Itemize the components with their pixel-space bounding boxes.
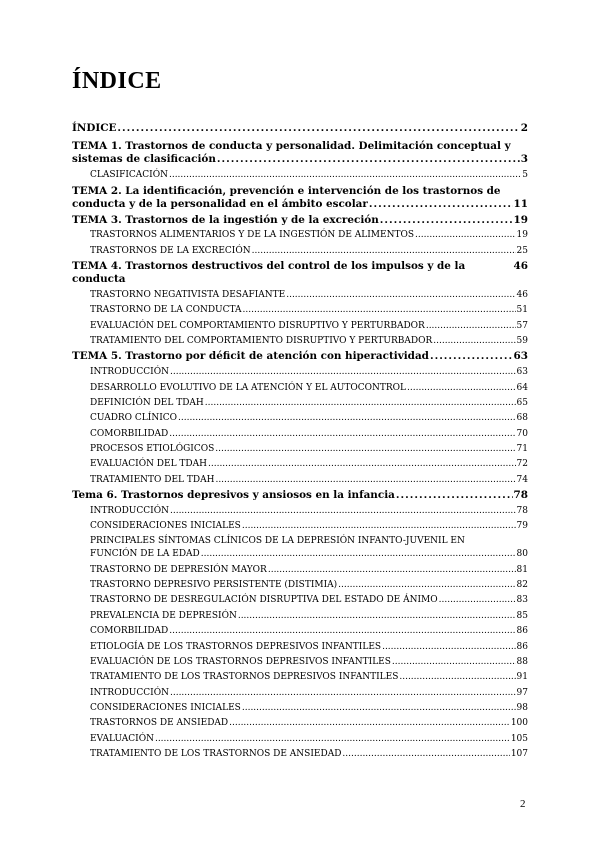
- toc-entry-title-line: TEMA 2. La identificación, prevención e intervención de los trastornos de: [72, 184, 501, 197]
- dot-leader: [169, 428, 515, 441]
- toc-subentry[interactable]: [90, 443, 528, 456]
- toc-entry-title: TEMA 5. Trastorno por déficit de atención con hiperactividad: [72, 350, 429, 363]
- toc-subentry[interactable]: [90, 733, 528, 746]
- toc-entry-title: FUNCIÓN DE LA EDAD: [90, 549, 200, 560]
- dot-leader: [155, 733, 510, 746]
- toc-page-number: 2: [520, 122, 528, 134]
- toc-entry-title: TRASTORNOS DE ANSIEDAD: [90, 718, 229, 729]
- toc-page-number: 86: [516, 641, 528, 652]
- toc-entry-line: [90, 687, 528, 700]
- toc-subentry[interactable]: [90, 320, 528, 333]
- toc-entry-line: [90, 320, 528, 333]
- toc-entry-title: TRATAMIENTO DE LOS TRASTORNOS DE ANSIEDAD: [90, 748, 342, 759]
- toc-page-number: 71: [516, 443, 528, 454]
- toc-entry-title: COMORBILIDAD: [90, 626, 169, 637]
- dot-leader: [201, 548, 516, 561]
- dot-leader: [215, 474, 515, 487]
- toc-page-number: 3: [520, 153, 528, 166]
- toc-page-number: 5: [522, 170, 528, 181]
- dot-leader: [169, 169, 521, 182]
- toc-entry-line: [90, 520, 528, 533]
- dot-leader: [117, 122, 519, 135]
- dot-leader: [215, 443, 515, 456]
- toc-entry-line: [90, 505, 528, 518]
- toc-entry-title: DESARROLLO EVOLUTIVO DE LA ATENCIÓN Y EL AUTOCONTROL: [90, 382, 407, 393]
- toc-page-number: 82: [516, 580, 528, 591]
- toc-page-number: 85: [516, 610, 528, 621]
- toc-entry-title: CONSIDERACIONES INICIALES: [90, 521, 241, 532]
- dot-leader: [242, 702, 516, 715]
- toc-page-number: 46: [516, 290, 528, 301]
- toc-page-number: 51: [516, 305, 528, 316]
- dot-leader: [392, 656, 516, 669]
- toc-subentry[interactable]: [90, 474, 528, 487]
- toc-entry-title: Tema 6. Trastornos depresivos y ansiosos en la infancia: [72, 488, 395, 501]
- toc-entry-title: CONSIDERACIONES INICIALES: [90, 702, 241, 713]
- dot-leader: [229, 717, 510, 730]
- dot-leader: [217, 153, 520, 166]
- dot-leader: [338, 579, 515, 592]
- toc-entry-line: [90, 289, 528, 302]
- toc-entry-line: [72, 350, 528, 363]
- toc-subentry[interactable]: [90, 702, 528, 715]
- dot-leader: [380, 214, 513, 227]
- dot-leader: [407, 382, 516, 395]
- toc-entry-line: [90, 443, 528, 456]
- toc-entry-title: PREVALENCIA DE DEPRESIÓN: [90, 610, 237, 621]
- toc-subentry[interactable]: [90, 579, 528, 592]
- toc-page-number: 57: [516, 320, 528, 331]
- dot-leader: [170, 366, 516, 379]
- toc-entry-line: [90, 579, 528, 592]
- toc-entry-line: [90, 458, 528, 471]
- toc-entry-line: [90, 610, 528, 623]
- dot-leader: [382, 641, 515, 654]
- toc-page-number: 46: [513, 260, 528, 273]
- toc-entry-line: [72, 122, 528, 135]
- dot-leader: [430, 350, 513, 363]
- dot-leader: [238, 610, 516, 623]
- toc-entry-line: [72, 198, 528, 211]
- toc-entry-title: EVALUACIÓN DEL TDAH: [90, 459, 207, 470]
- dot-leader: [433, 335, 515, 348]
- toc-entry-line: [90, 733, 528, 746]
- dot-leader: [170, 687, 516, 700]
- toc-subentry[interactable]: [90, 335, 528, 348]
- toc-page-number: 97: [516, 687, 528, 698]
- toc-entry-title: TRATAMIENTO DEL COMPORTAMIENTO DISRUPTIVO Y PERTURBADOR: [90, 336, 433, 347]
- toc-entry-line: [90, 702, 528, 715]
- table-of-contents: [72, 122, 528, 763]
- toc-page-number: 80: [516, 549, 528, 560]
- toc-subentry[interactable]: [90, 169, 528, 182]
- toc-topic-entry[interactable]: [72, 140, 528, 166]
- toc-subentry[interactable]: [90, 520, 528, 533]
- page-number: 2: [520, 798, 526, 810]
- toc-entry-line: [90, 335, 528, 348]
- toc-entry-line: [90, 748, 528, 761]
- toc-entry-title: TRATAMIENTO DE LOS TRASTORNOS DEPRESIVOS INFANTILES: [90, 672, 399, 683]
- dot-leader: [208, 458, 516, 471]
- toc-page-number: 19: [516, 230, 528, 241]
- toc-subentry[interactable]: [90, 412, 528, 425]
- dot-leader: [426, 320, 516, 333]
- toc-page-number: 68: [516, 413, 528, 424]
- dot-leader: [342, 748, 509, 761]
- dot-leader: [268, 564, 516, 577]
- toc-subentry[interactable]: [90, 535, 528, 561]
- toc-entry-line: [90, 717, 528, 730]
- toc-subentry[interactable]: [90, 717, 528, 730]
- toc-page-number: 86: [516, 626, 528, 637]
- toc-subentry[interactable]: [90, 564, 528, 577]
- dot-leader: [170, 505, 516, 518]
- toc-entry-line: [72, 260, 528, 286]
- dot-leader: [252, 245, 516, 258]
- toc-page-number: 11: [513, 197, 528, 210]
- toc-entry-title: TRASTORNO NEGATIVISTA DESAFIANTE: [90, 290, 286, 301]
- toc-entry-title: TRATAMIENTO DEL TDAH: [90, 474, 215, 485]
- toc-subentry[interactable]: [90, 748, 528, 761]
- toc-page-number: 63: [516, 367, 528, 378]
- toc-entry-title: TRASTORNOS DE LA EXCRECIÓN: [90, 245, 251, 256]
- toc-subentry[interactable]: [90, 428, 528, 441]
- dot-leader: [396, 489, 513, 502]
- toc-entry-title: DEFINICIÓN DEL TDAH: [90, 397, 204, 408]
- toc-entry-line: [72, 214, 528, 227]
- toc-page-number: 81: [516, 564, 528, 575]
- dot-leader: [286, 289, 515, 302]
- toc-entry-title-line: PRINCIPALES SÍNTOMAS CLÍNICOS DE LA DEPRESIÓN INFANTO-JUVENIL EN: [90, 536, 465, 547]
- toc-entry-line: [90, 474, 528, 487]
- toc-entry-title: CLASIFICACIÓN: [90, 170, 168, 181]
- toc-page-number: 65: [516, 397, 528, 408]
- toc-entry-line: [90, 382, 528, 395]
- toc-entry-title: TRASTORNO DE LA CONDUCTA: [90, 305, 242, 316]
- toc-subentry[interactable]: [90, 594, 528, 607]
- toc-entry-title: TRASTORNO DEPRESIVO PERSISTENTE (DISTIMIA): [90, 580, 338, 591]
- toc-page-number: 79: [516, 521, 528, 532]
- toc-subentry[interactable]: [90, 289, 528, 302]
- toc-entry-line: [90, 366, 528, 379]
- toc-entry-line: [90, 397, 528, 410]
- toc-topic-entry[interactable]: [72, 489, 528, 502]
- toc-entry-title: INTRODUCCIÓN: [90, 687, 169, 698]
- toc-entry-line: [90, 412, 528, 425]
- dot-leader: [205, 397, 516, 410]
- toc-page-number: 19: [513, 213, 528, 226]
- toc-entry-title: COMORBILIDAD: [90, 428, 169, 439]
- toc-entry-title: EVALUACIÓN DEL COMPORTAMIENTO DISRUPTIVO Y PERTURBADOR: [90, 320, 425, 331]
- toc-subentry[interactable]: [90, 397, 528, 410]
- toc-entry-line: [90, 594, 528, 607]
- toc-subentry[interactable]: [90, 505, 528, 518]
- toc-entry-title: CUADRO CLÍNICO: [90, 413, 178, 424]
- toc-entry-line: [72, 153, 528, 166]
- toc-subentry[interactable]: [90, 304, 528, 317]
- toc-entry-line: [90, 656, 528, 669]
- toc-entry-line: [90, 548, 528, 561]
- toc-entry-title: ETIOLOGÍA DE LOS TRASTORNOS DEPRESIVOS INFANTILES: [90, 641, 382, 652]
- toc-entry-title: INTRODUCCIÓN: [90, 367, 169, 378]
- toc-entry-line: [90, 671, 528, 684]
- toc-entry-line: [90, 245, 528, 258]
- toc-page-number: 70: [516, 428, 528, 439]
- toc-page-number: 64: [516, 382, 528, 393]
- toc-entry-line: [90, 169, 528, 182]
- toc-page-number: 74: [516, 474, 528, 485]
- toc-topic-entry[interactable]: [72, 260, 528, 286]
- dot-leader: [178, 412, 516, 425]
- toc-entry-title: ÍNDICE: [72, 122, 117, 134]
- dot-leader: [242, 520, 516, 533]
- toc-entry-title: EVALUACIÓN DE LOS TRASTORNOS DEPRESIVOS INFANTILES: [90, 656, 391, 667]
- dot-leader: [243, 304, 516, 317]
- toc-page-number: 91: [516, 672, 528, 683]
- toc-entry-line: [90, 564, 528, 577]
- dot-leader: [439, 594, 516, 607]
- toc-entry-line: [90, 304, 528, 317]
- toc-entry-line: [72, 489, 528, 502]
- toc-topic-entry[interactable]: [72, 350, 528, 363]
- toc-subentry[interactable]: [90, 671, 528, 684]
- toc-subentry[interactable]: [90, 625, 528, 638]
- toc-entry-line: [90, 428, 528, 441]
- toc-topic-entry[interactable]: [72, 214, 528, 227]
- toc-page-number: 72: [516, 459, 528, 470]
- toc-subentry[interactable]: [90, 458, 528, 471]
- toc-subentry[interactable]: [90, 382, 528, 395]
- toc-subentry[interactable]: [90, 656, 528, 669]
- toc-entry-line: [90, 641, 528, 654]
- toc-page-number: 88: [516, 656, 528, 667]
- toc-subentry[interactable]: [90, 641, 528, 654]
- toc-page-number: 78: [513, 488, 528, 501]
- toc-page-number: 63: [513, 350, 528, 363]
- toc-topic-entry[interactable]: [72, 185, 528, 211]
- toc-entry-title: TEMA 4. Trastornos destructivos del control de los impulsos y de la conducta: [72, 260, 466, 286]
- toc-subentry[interactable]: [90, 366, 528, 379]
- toc-entry-title-line: TEMA 1. Trastornos de conducta y personalidad. Delimitación conceptual y: [72, 140, 511, 153]
- toc-entry-title: PROCESOS ETIOLÓGICOS: [90, 443, 215, 454]
- toc-entry-title: TRASTORNO DE DEPRESIÓN MAYOR: [90, 564, 267, 575]
- toc-page-number: 98: [516, 702, 528, 713]
- toc-entry-title: INTRODUCCIÓN: [90, 505, 169, 516]
- dot-leader: [169, 625, 515, 638]
- toc-page-number: 83: [516, 595, 528, 606]
- toc-subentry[interactable]: [90, 245, 528, 258]
- dot-leader: [415, 229, 516, 242]
- toc-entry-title: EVALUACIÓN: [90, 733, 154, 744]
- toc-subentry[interactable]: [90, 229, 528, 242]
- toc-entry-line: [90, 625, 528, 638]
- toc-page-number: 107: [510, 748, 528, 759]
- toc-page-number: 100: [510, 718, 528, 729]
- toc-page-number: 25: [516, 245, 528, 256]
- toc-page-number: 59: [516, 336, 528, 347]
- toc-entry-title: TEMA 3. Trastornos de la ingestión y de la excreción: [72, 213, 379, 226]
- dot-leader: [399, 671, 515, 684]
- toc-entry-title: TRASTORNOS ALIMENTARIOS Y DE LA INGESTIÓN DE ALIMENTOS: [90, 230, 415, 241]
- toc-entry-title: TRASTORNO DE DESREGULACIÓN DISRUPTIVA DEL ESTADO DE ÁNIMO: [90, 595, 438, 606]
- toc-subentry[interactable]: [90, 687, 528, 700]
- toc-entry-title: sistemas de clasificación: [72, 153, 216, 166]
- toc-entry-line: [90, 229, 528, 242]
- page-title: ÍNDICE: [72, 68, 162, 94]
- dot-leader: [369, 198, 513, 211]
- toc-page-number: 105: [510, 733, 528, 744]
- toc-topic-entry[interactable]: [72, 122, 528, 135]
- toc-page-number: 78: [516, 505, 528, 516]
- toc-entry-title: conducta y de la personalidad en el ámbito escolar: [72, 197, 368, 210]
- toc-subentry[interactable]: [90, 610, 528, 623]
